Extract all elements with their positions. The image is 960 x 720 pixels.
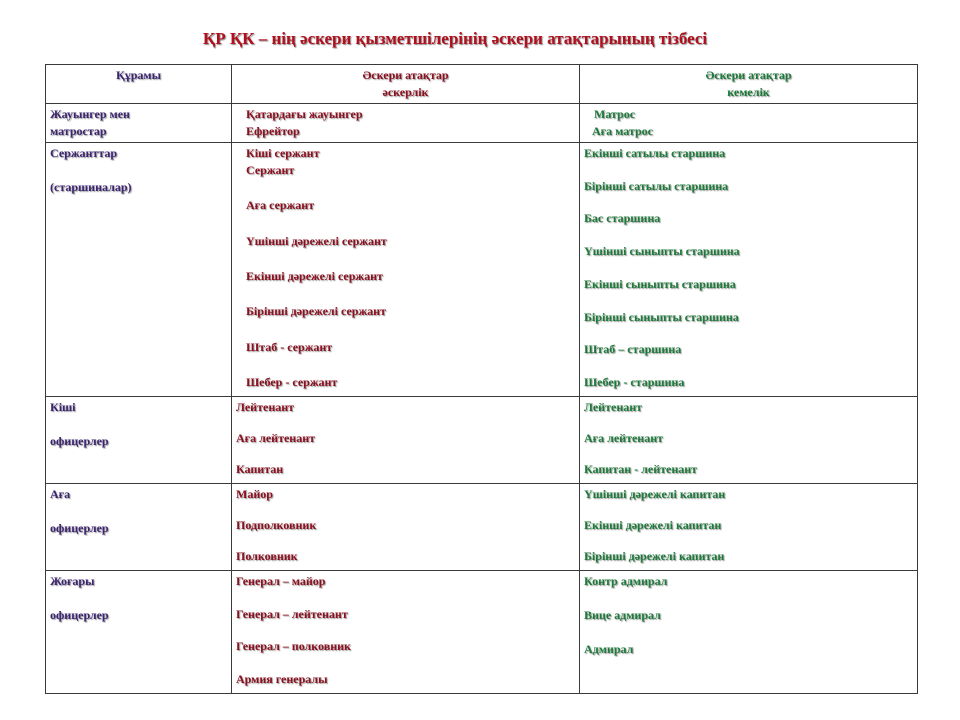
composition-text: офицерлер: [50, 434, 109, 448]
navy-rank: Адмирал: [584, 642, 634, 656]
army-rank: Капитан: [236, 462, 284, 476]
cell-army-ranks: [232, 104, 580, 143]
cell-navy-ranks: [580, 104, 918, 143]
army-rank: Қатардағы жауынгер: [246, 107, 363, 121]
table-row: [46, 143, 918, 397]
army-rank: Ефрейтор: [246, 124, 300, 138]
army-rank: Лейтенант: [236, 400, 295, 414]
navy-rank: Матрос: [594, 107, 636, 121]
cell-navy-ranks: [580, 397, 918, 484]
header-navy: [580, 65, 918, 104]
army-rank: Штаб - сержант: [246, 339, 333, 354]
table-header-row: [46, 65, 918, 104]
cell-composition: [46, 397, 232, 484]
army-rank: Майор: [236, 487, 273, 501]
navy-rank: Екінші сатылы старшина: [584, 146, 726, 160]
table-row: [46, 397, 918, 484]
navy-rank: Екінші сыныпты старшина: [584, 276, 736, 291]
composition-text: Кіші: [50, 400, 76, 414]
army-rank: Генерал – полковник: [236, 639, 351, 654]
navy-rank: Бірінші сыныпты старшина: [584, 309, 739, 324]
cell-composition: [46, 143, 232, 397]
army-rank: Генерал – лейтенант: [236, 606, 348, 621]
composition-text: [50, 162, 227, 179]
army-rank: Подполковник: [236, 518, 317, 532]
navy-rank: Лейтенант: [584, 400, 643, 414]
header-army-line1: Әскери атақтар: [362, 68, 449, 82]
navy-rank: Үшінші сыныпты старшина: [584, 244, 740, 259]
navy-rank: Бірінші дәрежелі капитан: [584, 549, 725, 563]
navy-rank: Штаб – старшина: [584, 342, 682, 357]
composition-text: офицерлер: [50, 608, 109, 622]
cell-navy-ranks: [580, 484, 918, 571]
navy-rank: Вице адмирал: [584, 608, 661, 622]
composition-text: матростар: [50, 124, 107, 138]
navy-rank: Контр адмирал: [584, 574, 668, 588]
navy-rank: Бірінші сатылы старшина: [584, 178, 729, 193]
header-navy-line1: Әскери атақтар: [705, 68, 792, 82]
cell-army-ranks: [232, 143, 580, 397]
cell-army-ranks: [232, 484, 580, 571]
header-army-line2: әскерлік: [382, 85, 429, 99]
table-row: [46, 484, 918, 571]
table-row: [46, 571, 918, 694]
composition-text: Аға: [50, 487, 71, 501]
army-rank: Сержант: [246, 163, 295, 177]
army-rank: Бірінші дәрежелі сержант: [246, 304, 386, 319]
army-rank: Екінші дәрежелі сержант: [246, 268, 383, 283]
composition-text: Жауынгер мен: [50, 107, 130, 121]
cell-navy-ranks: [580, 143, 918, 397]
header-navy-line2: кемелік: [727, 85, 770, 99]
army-rank: Кіші сержант: [246, 146, 320, 160]
army-rank: Полковник: [236, 549, 298, 563]
cell-composition: [46, 571, 232, 694]
ranks-table: [45, 64, 918, 694]
table-row: [46, 104, 918, 143]
navy-rank: Аға матрос: [592, 124, 653, 138]
army-rank: Генерал – майор: [236, 574, 326, 588]
cell-army-ranks: [232, 397, 580, 484]
navy-rank: Үшінші дәрежелі капитан: [584, 487, 726, 501]
composition-text: офицерлер: [50, 521, 109, 535]
navy-rank: Бас старшина: [584, 211, 661, 226]
cell-composition: [46, 484, 232, 571]
header-army: [232, 65, 580, 104]
cell-navy-ranks: [580, 571, 918, 694]
header-composition-label: Құрамы: [116, 68, 161, 82]
cell-army-ranks: [232, 571, 580, 694]
army-rank: Шебер - сержант: [246, 374, 338, 389]
army-rank: Армия генералы: [236, 671, 328, 686]
navy-rank: Шебер - старшина: [584, 374, 685, 389]
composition-text: (старшиналар): [50, 180, 132, 194]
composition-text: Сержанттар: [50, 146, 118, 160]
army-rank: Үшінші дәрежелі сержант: [246, 233, 387, 248]
navy-rank: Капитан - лейтенант: [584, 462, 698, 476]
army-rank: Аға лейтенант: [236, 431, 316, 445]
navy-rank: Аға лейтенант: [584, 431, 664, 445]
navy-rank: Екінші дәрежелі капитан: [584, 518, 722, 532]
army-rank: Аға сержант: [246, 198, 315, 213]
cell-composition: [46, 104, 232, 143]
page-title: ҚР ҚК – нің әскери қызметшілерінің әскери атақтарының тізбесі: [202, 29, 708, 48]
header-composition: [46, 65, 232, 104]
composition-text: Жоғары: [50, 574, 95, 588]
